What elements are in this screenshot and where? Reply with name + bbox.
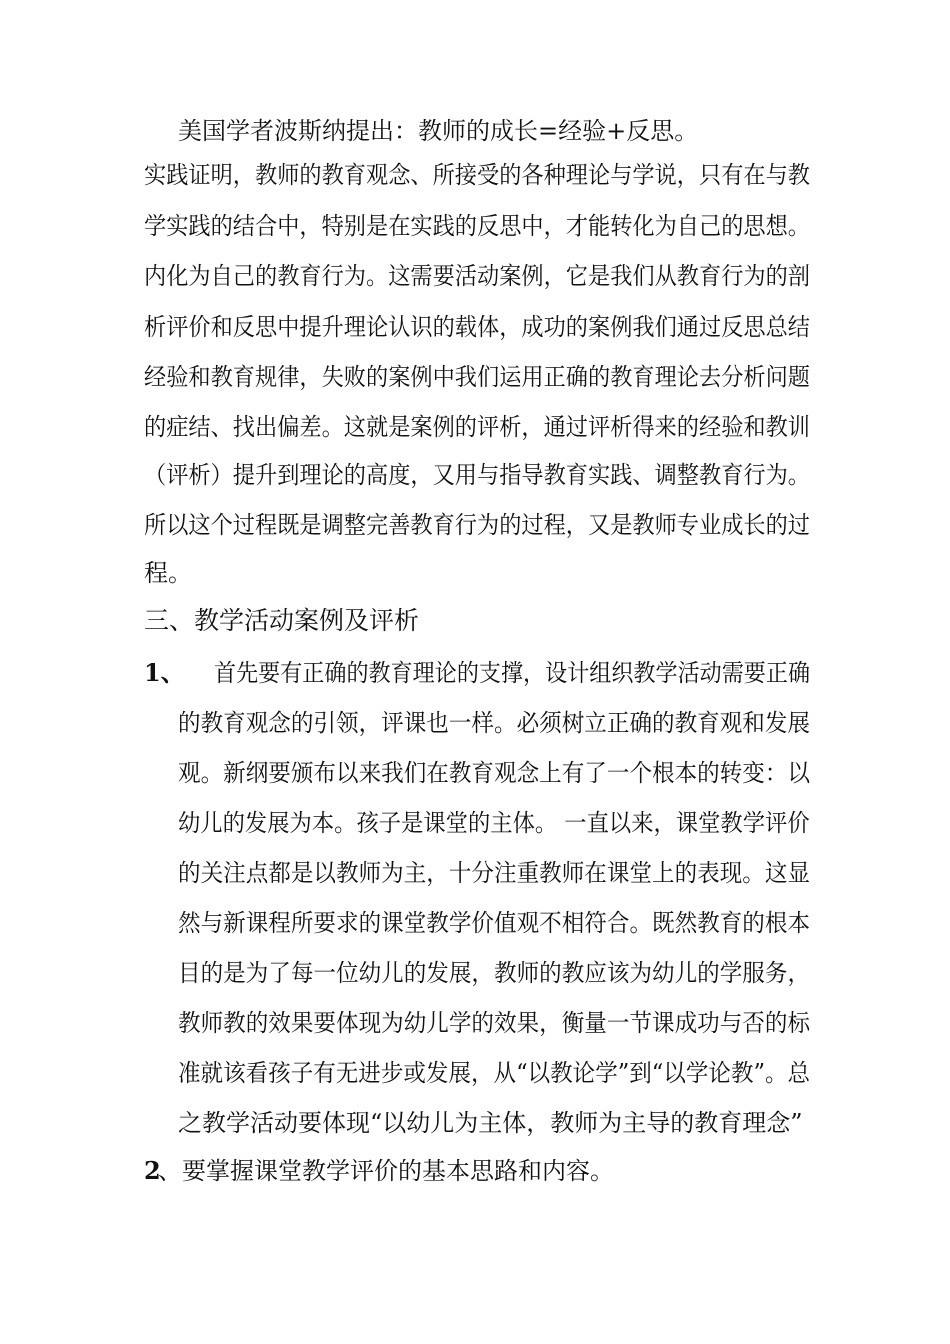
intro-line: （评析）提升到理论的高度，又用与指导教育实践、调整教育行为。 [144, 461, 810, 489]
list-item-1-line: 首先要有正确的教育理论的支撑，设计组织教学活动需要正确 [214, 659, 811, 687]
list-item-1-line: 然与新课程所要求的课堂教学价值观不相符合。既然教育的根本 [178, 909, 811, 937]
list-item-1-line: 准就该看孩子有无进步或发展，从“以教论学”到“以学论教”。总 [178, 1059, 811, 1087]
list-item-1-line: 幼儿的发展为本。孩子是课堂的主体。 一直以来，课堂教学评价 [178, 809, 810, 837]
list-number-2: 2 [144, 1156, 161, 1185]
intro-line: 所以这个过程既是调整完善教育行为的过程，又是教师专业成长的过 [144, 511, 810, 539]
list-item-1-line: 目的是为了每一位幼儿的发展，教师的教应该为幼儿的学服务， [178, 959, 811, 987]
intro-line: 学实践的结合中，特别是在实践的反思中，才能转化为自己的思想。 [144, 212, 810, 240]
section-heading: 三、教学活动案例及评析 [144, 606, 420, 635]
intro-line: 经验和教育规律，失败的案例中我们运用正确的教育理论去分析问题 [144, 363, 810, 391]
list-item-1-line: 观。新纲要颁布以来我们在教育观念上有了一个根本的转变：以 [178, 759, 811, 787]
list-item-1-line: 教师教的效果要体现为幼儿学的效果，衡量一节课成功与否的标 [178, 1009, 811, 1037]
list-item-1-line: 之教学活动要体现“以幼儿为主体，教师为主导的教育理念” [178, 1109, 803, 1137]
intro-line: 的症结、找出偏差。这就是案例的评析，通过评析得来的经验和教训 [144, 413, 810, 441]
list-item-2-text: 、要掌握课堂教学评价的基本思路和内容。 [158, 1157, 614, 1185]
intro-line: 内化为自己的教育行为。这需要活动案例，它是我们从教育行为的剖 [144, 262, 810, 290]
list-item-1-line: 的关注点都是以教师为主，十分注重教师在课堂上的表现。这显 [178, 859, 811, 887]
list-item-1-line: 的教育观念的引领，评课也一样。必须树立正确的教育观和发展 [178, 709, 811, 737]
intro-quote: 美国学者波斯纳提出：教师的成长=经验+反思。 [178, 117, 699, 145]
list-number-1: 1、 [144, 658, 185, 687]
intro-line: 析评价和反思中提升理论认识的载体，成功的案例我们通过反思总结 [144, 313, 810, 341]
intro-line: 程。 [144, 559, 192, 587]
intro-line: 实践证明，教师的教育观念、所接受的各种理论与学说，只有在与教 [144, 161, 810, 189]
